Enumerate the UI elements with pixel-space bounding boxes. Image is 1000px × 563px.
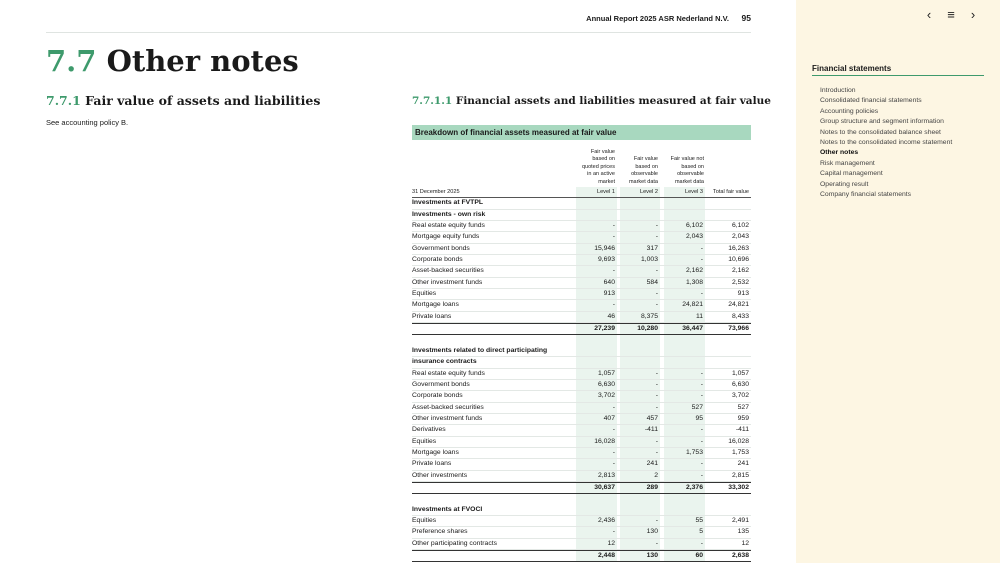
cell-level2: 289 (620, 483, 660, 493)
cell-level3: 60 (664, 551, 705, 561)
cell-level2: 241 (620, 459, 660, 469)
column-header-level2: Fair value based on observable market data (628, 156, 658, 185)
row-label: Other participating contracts (412, 539, 498, 547)
cell-level-total (708, 357, 751, 367)
cell-level1: 46 (576, 312, 617, 322)
section-heading (46, 44, 299, 78)
table-row (412, 232, 751, 243)
level-row (412, 187, 751, 198)
subsection-title: Fair value of assets and liabilities (85, 93, 321, 108)
cell-level1: 640 (576, 278, 617, 288)
row-label: Investments related to direct participating (412, 346, 548, 354)
cell-level2: 317 (620, 244, 660, 254)
sidebar-item[interactable]: Company financial statements (820, 191, 912, 199)
cell-level2: - (620, 539, 660, 549)
cell-level-total: 959 (737, 414, 749, 422)
row-label: Mortgage equity funds (412, 233, 480, 241)
table-row (412, 244, 751, 255)
cell-level1: 2,448 (576, 551, 617, 561)
sidebar-item[interactable]: Other notes (820, 149, 859, 157)
cell-level-total: 1,057 (731, 369, 749, 377)
table-row (412, 391, 751, 402)
table-row (412, 448, 751, 459)
cell-level3: 2,043 (664, 232, 705, 242)
cell-level3 (664, 346, 705, 356)
cell-level1: - (576, 232, 617, 242)
cell-level3: - (664, 289, 705, 299)
cell-level1 (576, 346, 617, 356)
cell-level1: 2,813 (576, 471, 617, 481)
chevron-right-icon[interactable]: › (970, 7, 976, 22)
cell-level3: 1,308 (664, 278, 705, 288)
cell-level1: 12 (576, 539, 617, 549)
cell-level3: - (664, 255, 705, 265)
table-row (412, 539, 751, 550)
cell-level2: - (620, 516, 660, 526)
cell-level1: - (576, 459, 617, 469)
page-number: 95 (741, 13, 751, 23)
cell-level1: 27,239 (576, 324, 617, 334)
cell-level2 (620, 494, 660, 504)
row-label: Government bonds (412, 380, 470, 388)
row-label: Equities (412, 290, 437, 298)
row-label: Corporate bonds (412, 392, 463, 400)
cell-level-total: 6,630 (731, 380, 749, 388)
sidebar-title: Financial statements (812, 64, 984, 76)
cell-level-total: 135 (737, 528, 749, 536)
table-row (412, 414, 751, 425)
row-label: insurance contracts (412, 358, 477, 366)
cell-level3: 11 (664, 312, 705, 322)
cell-level2: - (620, 369, 660, 379)
cell-level2: 2 (620, 471, 660, 481)
row-label: Investments - own risk (412, 210, 486, 218)
cell-level2: - (620, 380, 660, 390)
level2-label: Level 2 (620, 187, 660, 197)
cell-level2: 1,003 (620, 255, 660, 265)
cell-level2: 457 (620, 414, 660, 424)
cell-level2 (620, 505, 660, 515)
cell-level-total: 33,302 (728, 483, 749, 491)
cell-level2: - (620, 448, 660, 458)
row-label: Asset-backed securities (412, 403, 484, 411)
sidebar-item[interactable]: Risk management (820, 159, 875, 167)
sidebar (796, 0, 1000, 563)
table-row (412, 403, 751, 414)
cell-level1: 1,057 (576, 369, 617, 379)
cell-level-total: 527 (737, 403, 749, 411)
table-row (412, 289, 751, 300)
cell-level-total (708, 346, 751, 356)
table-section-row (412, 210, 751, 221)
cell-level1: 2,436 (576, 516, 617, 526)
cell-level3 (664, 198, 705, 208)
row-label: Equities (412, 437, 437, 445)
cell-level1: - (576, 403, 617, 413)
subsubsection-title: Financial assets and liabilities measured at fair value (455, 95, 771, 107)
table-row (412, 335, 751, 345)
section-number: 7.7 (46, 44, 97, 78)
cell-level3: 2,162 (664, 266, 705, 276)
cell-level1: 16,028 (576, 437, 617, 447)
cell-level-total: 2,638 (731, 552, 749, 559)
cell-level-total: 12 (741, 539, 749, 547)
cell-level-total: 3,702 (731, 392, 749, 400)
cell-level1: 3,702 (576, 391, 617, 401)
row-label: Real estate equity funds (412, 222, 485, 230)
menu-icon[interactable]: ≡ (947, 7, 955, 22)
sidebar-list (820, 86, 952, 200)
cell-level3: 2,376 (664, 483, 705, 493)
cell-level-total: 6,102 (731, 222, 749, 230)
cell-level2 (620, 198, 660, 208)
table-row (412, 300, 751, 311)
cell-level-total: 16,263 (728, 244, 749, 252)
table-section-row (412, 357, 751, 368)
cell-level3: 95 (664, 414, 705, 424)
policy-text: See accounting policy B. (46, 118, 129, 127)
row-label: Mortgage loans (412, 301, 459, 309)
cell-level2: - (620, 289, 660, 299)
nav-buttons (922, 8, 980, 22)
table-row (412, 527, 751, 538)
cell-level-total (708, 198, 751, 208)
cell-level1: - (576, 221, 617, 231)
cell-level1 (576, 357, 617, 367)
table-title: Breakdown of financial assets measured at fair value (412, 125, 751, 140)
cell-level3: - (664, 459, 705, 469)
cell-level2: - (620, 232, 660, 242)
cell-level-total: 241 (737, 460, 749, 468)
cell-level2 (620, 335, 660, 345)
row-label: Corporate bonds (412, 256, 463, 264)
cell-level1: 6,630 (576, 380, 617, 390)
level1-label: Level 1 (576, 187, 617, 197)
cell-level1: - (576, 300, 617, 310)
cell-level2: - (620, 391, 660, 401)
cell-level2: 584 (620, 278, 660, 288)
cell-level3 (664, 335, 705, 345)
cell-level1: - (576, 266, 617, 276)
table-row (412, 312, 751, 323)
table-row (412, 459, 751, 470)
cell-level1: - (576, 448, 617, 458)
cell-level-total: 2,043 (731, 233, 749, 241)
cell-level2: - (620, 403, 660, 413)
row-label: Government bonds (412, 244, 470, 252)
cell-level3: - (664, 244, 705, 254)
row-label: Private loans (412, 312, 452, 320)
subsection-number: 7.7.1 (46, 93, 81, 108)
table-row (412, 380, 751, 391)
row-label: Real estate equity funds (412, 369, 485, 377)
row-label: Equities (412, 516, 437, 524)
row-label: Private loans (412, 460, 452, 468)
row-label: Other investment funds (412, 414, 483, 422)
cell-level3: - (664, 425, 705, 435)
cell-level-total: -411 (735, 426, 749, 434)
cell-level1: - (576, 527, 617, 537)
cell-level-total: 16,028 (728, 437, 749, 445)
section-title: Other notes (106, 44, 299, 78)
cell-level3: 6,102 (664, 221, 705, 231)
cell-level2 (620, 357, 660, 367)
cell-level1 (576, 494, 617, 504)
cell-level3: - (664, 539, 705, 549)
cell-level-total: 1,753 (731, 448, 749, 456)
table-total-row (412, 323, 751, 335)
cell-level3: 5 (664, 527, 705, 537)
cell-level-total: 10,696 (728, 256, 749, 264)
cell-level3 (664, 210, 705, 220)
cell-level-total: 73,966 (728, 325, 749, 333)
cell-level2: 8,375 (620, 312, 660, 322)
table-section-row (412, 198, 751, 209)
sidebar-item[interactable]: Notes to the consolidated income statement (820, 139, 953, 147)
cell-level3: 55 (664, 516, 705, 526)
row-label: Mortgage loans (412, 448, 459, 456)
row-label: Investments at FVTPL (412, 199, 484, 207)
subsection-heading (46, 93, 320, 108)
date-label: 31 December 2025 (412, 189, 460, 195)
chevron-left-icon[interactable]: ‹ (926, 7, 932, 22)
cell-level2: 130 (620, 551, 660, 561)
cell-level3: - (664, 380, 705, 390)
cell-level2: - (620, 221, 660, 231)
cell-level1: 9,693 (576, 255, 617, 265)
cell-level3: - (664, 471, 705, 481)
cell-level-total: 24,821 (728, 301, 749, 309)
table-row (412, 266, 751, 277)
cell-level3: - (664, 369, 705, 379)
table-total-row (412, 550, 751, 562)
row-label: Asset-backed securities (412, 267, 484, 275)
sidebar-item[interactable]: Consolidated financial statements (820, 97, 922, 105)
cell-level-total: 2,815 (731, 471, 749, 479)
sidebar-item[interactable]: Accounting policies (820, 107, 879, 115)
cell-level1: - (576, 425, 617, 435)
cell-level-total (708, 335, 751, 345)
cell-level3: - (664, 391, 705, 401)
cell-level1: 913 (576, 289, 617, 299)
cell-level3: 1,753 (664, 448, 705, 458)
cell-level-total: 2,491 (731, 516, 749, 524)
cell-level1: 30,637 (576, 483, 617, 493)
table-row (412, 471, 751, 482)
cell-level2: - (620, 266, 660, 276)
cell-level3 (664, 357, 705, 367)
row-label: Preference shares (412, 528, 468, 536)
cell-level2: - (620, 300, 660, 310)
cell-level-total: 8,433 (731, 312, 749, 320)
table-row (412, 437, 751, 448)
row-label: Derivatives (412, 426, 446, 434)
table-row (412, 221, 751, 232)
sidebar-item[interactable]: Operating result (820, 180, 869, 188)
column-header-level3: Fair value not based on observable market data (670, 156, 704, 185)
cell-level-total: 2,532 (731, 278, 749, 286)
total-label: Total fair value (712, 189, 749, 195)
cell-level2: 10,280 (620, 324, 660, 334)
table-column-headers (412, 146, 751, 186)
table-section-row (412, 505, 751, 516)
cell-level-total (708, 494, 751, 504)
cell-level1 (576, 335, 617, 345)
cell-level3: - (664, 437, 705, 447)
fair-value-table (412, 187, 751, 562)
table-total-row (412, 482, 751, 494)
cell-level3: 24,821 (664, 300, 705, 310)
sidebar-item[interactable]: Introduction (820, 87, 856, 94)
cell-level1 (576, 198, 617, 208)
cell-level2: 130 (620, 527, 660, 537)
table-row (412, 516, 751, 527)
sidebar-item[interactable]: Capital management (820, 170, 883, 178)
subsubsection-number: 7.7.1.1 (412, 95, 453, 107)
cell-level-total: 913 (737, 290, 749, 298)
cell-level3 (664, 494, 705, 504)
cell-level2 (620, 346, 660, 356)
sidebar-item[interactable]: Group structure and segment information (820, 118, 944, 126)
column-header-level1: Fair value based on quoted prices in an active market (581, 148, 615, 185)
cell-level-total (708, 210, 751, 220)
cell-level2: - (620, 437, 660, 447)
cell-level1 (576, 505, 617, 515)
cell-level-total (708, 505, 751, 515)
subsubsection-heading (412, 95, 771, 107)
table-row (412, 369, 751, 380)
table-section-row (412, 346, 751, 357)
cell-level2: -411 (620, 425, 660, 435)
cell-level3 (664, 505, 705, 515)
cell-level3: 527 (664, 403, 705, 413)
cell-level1 (576, 210, 617, 220)
report-title: Annual Report 2025 ASR Nederland N.V. (586, 14, 729, 23)
table-row (412, 278, 751, 289)
table-row (412, 255, 751, 266)
sidebar-item[interactable]: Notes to the consolidated balance sheet (820, 128, 941, 136)
cell-level2 (620, 210, 660, 220)
cell-level3: 36,447 (664, 324, 705, 334)
cell-level-total: 2,162 (731, 267, 749, 275)
table-row (412, 425, 751, 436)
row-label: Other investments (412, 471, 468, 479)
level3-label: Level 3 (664, 187, 705, 197)
row-label: Other investment funds (412, 278, 483, 286)
row-label: Investments at FVOCI (412, 505, 483, 513)
cell-level1: 407 (576, 414, 617, 424)
cell-level1: 15,946 (576, 244, 617, 254)
page-header (46, 12, 751, 33)
table-row (412, 494, 751, 504)
